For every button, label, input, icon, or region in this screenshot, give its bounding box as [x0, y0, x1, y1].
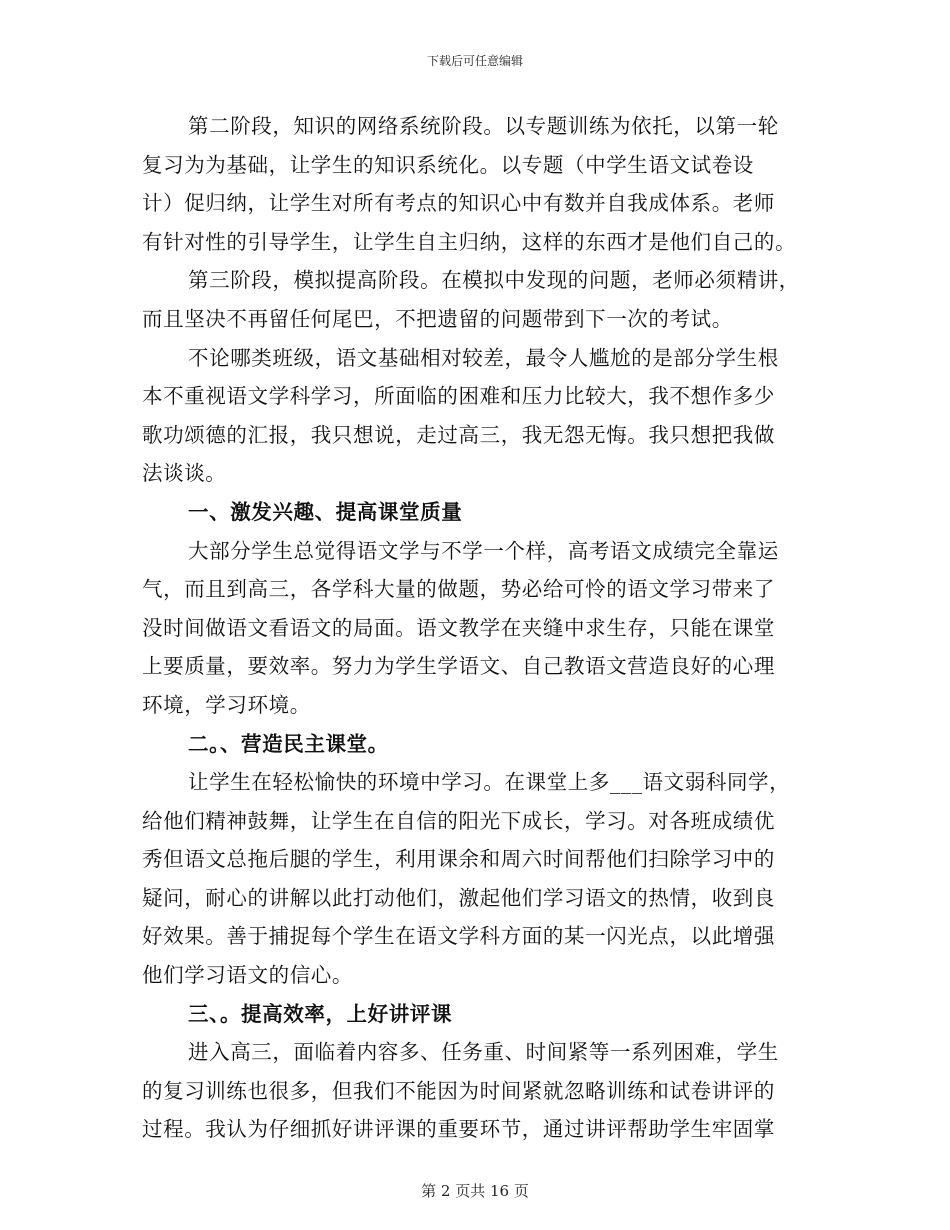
- paragraph-line: 给他们精神鼓舞，让学生在自信的阳光下成长，学习。对各班成绩优: [142, 808, 775, 833]
- paragraph-line: 没时间做语文看语文的局面。语文教学在夹缝中求生存，只能在课堂: [142, 615, 775, 640]
- paragraph-line: 气，而且到高三，各学科大量的做题，势必给可怜的语文学习带来了: [142, 577, 775, 602]
- paragraph-line: 本不重视语文学科学习，所面临的困难和压力比较大，我不想作多少: [142, 384, 775, 409]
- paragraph-line: 法谈谈。: [142, 461, 227, 486]
- paragraph-line: 第二阶段，知识的网络系统阶段。以专题训练为依托，以第一轮: [188, 114, 779, 138]
- document-body: [142, 107, 814, 1149]
- paragraph-line: 让学生在轻松愉快的环境中学习。在课堂上多___语文弱科同学，: [188, 770, 791, 795]
- paragraph-line: 过程。我认为仔细抓好讲评课的重要环节，通过讲评帮助学生牢固掌: [142, 1117, 775, 1142]
- paragraph-line: 有针对性的引导学生，让学生自主归纳，这样的东西才是他们自己的。: [142, 229, 797, 254]
- section-heading: 二。、营造民主课堂。: [188, 731, 389, 756]
- paragraph-line: 好效果。善于捕捉每个学生在语文学科方面的某一闪光点，以此增强: [142, 924, 775, 949]
- paragraph-line: 疑问，耐心的讲解以此打动他们，激起他们学习语文的热情，收到良: [142, 885, 775, 910]
- paragraph-line: 的复习训练也很多，但我们不能因为时间紧就忽略训练和试卷讲评的: [142, 1078, 775, 1103]
- paragraph-line: 进入高三，面临着内容多、任务重、时间紧等一系列困难，学生: [188, 1040, 779, 1065]
- paragraph-line: 第三阶段，模拟提高阶段。在模拟中发现的问题，老师必须精讲，: [188, 268, 800, 293]
- section-heading: 三、。提高效率，上好讲评课: [188, 1001, 453, 1026]
- section-heading: 一、激发兴趣、提高课堂质量: [188, 499, 463, 524]
- paragraph-line: 复习为为基础，让学生的知识系统化。以专题（中学生语文试卷设: [142, 152, 754, 177]
- paragraph-line: 歌功颂德的汇报，我只想说，走过高三，我无怨无悔。我只想把我做: [142, 422, 775, 447]
- paragraph-line: 上要质量，要效率。努力为学生学语文、自己教语文营造良好的心理: [142, 654, 775, 679]
- paragraph-line: 而且坚决不再留任何尾巴，不把遗留的问题带到下一次的考试。: [142, 306, 733, 331]
- page-header: 下载后可任意编辑: [426, 54, 523, 68]
- paragraph-line: 大部分学生总觉得语文学与不学一个样，高考语文成绩完全靠运: [188, 538, 779, 563]
- paragraph-line: 计）促归纳，让学生对所有考点的知识心中有数并自我成体系。老师: [142, 191, 775, 216]
- paragraph-line: 秀但语文总拖后腿的学生，利用课余和周六时间帮他们扫除学习中的: [142, 847, 775, 872]
- paragraph-line: 不论哪类班级，语文基础相对较差，最令人尴尬的是部分学生根: [188, 345, 779, 370]
- page-footer: 第 2 页共 16 页: [421, 1182, 529, 1200]
- paragraph-line: 他们学习语文的信心。: [142, 963, 353, 988]
- paragraph-line: 环境，学习环境。: [142, 692, 311, 717]
